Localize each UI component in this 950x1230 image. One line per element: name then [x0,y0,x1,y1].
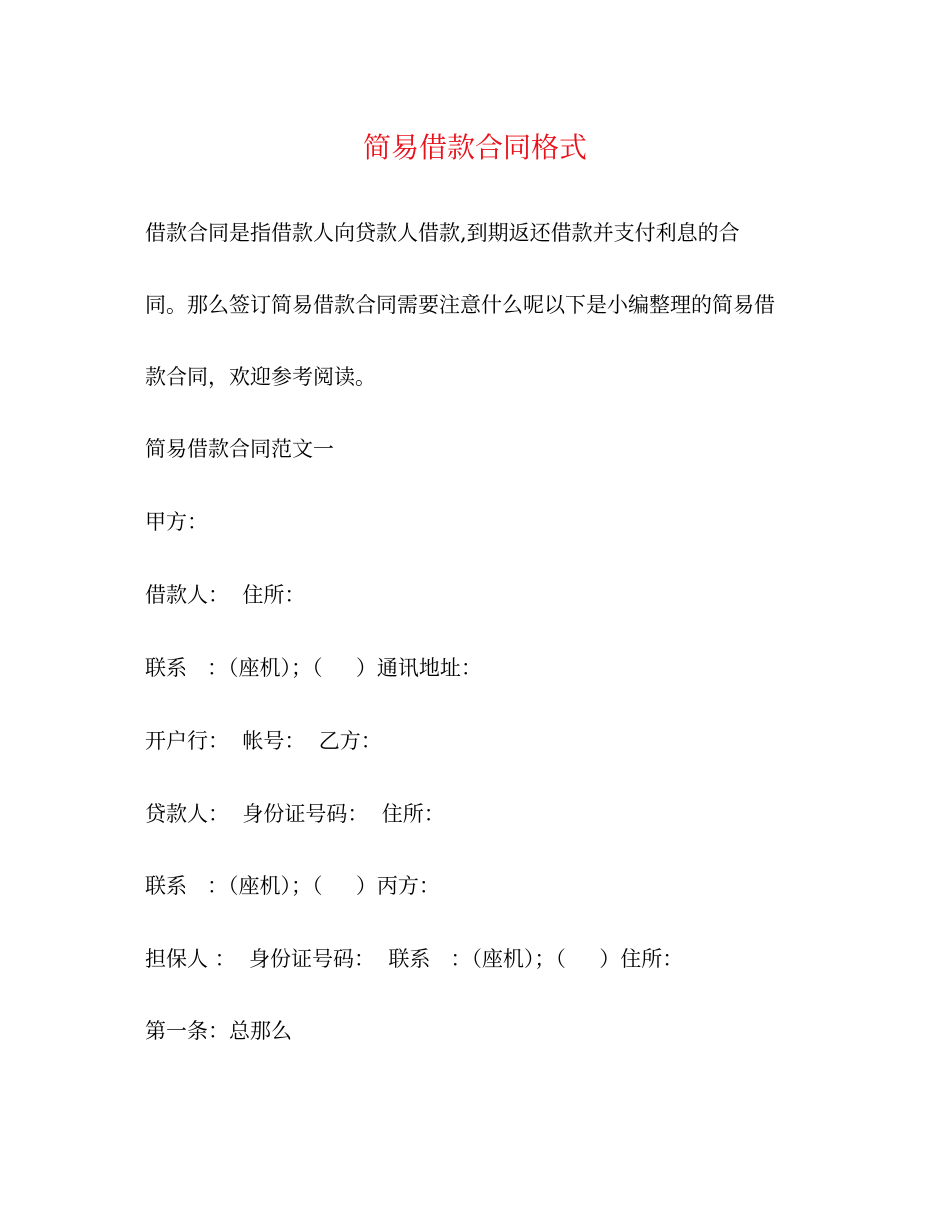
paragraph-line: 款合同，欢迎参考阅读。 [145,365,376,389]
lender-line: 贷款人： 身份证号码： 住所： [145,802,445,826]
article-heading: 第一条：总那么 [145,1019,292,1043]
borrower-line: 借款人： 住所： [145,583,306,607]
document-title: 简易借款合同格式 [362,131,587,164]
guarantor-line: 担保人 ： 身份证号码： 联系 ：（座机）；（ ）住所： [145,947,684,971]
bank-account-line: 开户行： 帐号： 乙方： [145,729,382,753]
party-a-label: 甲方： [145,510,208,534]
paragraph-line: 同。那么签订简易借款合同需要注意什么呢以下是小编整理的简易借 [145,293,775,317]
contact-line: 联系 ：（座机）；（ ）通讯地址： [145,656,482,680]
section-heading: 简易借款合同范文一 [145,437,334,461]
paragraph-line: 借款合同是指借款人向贷款人借款,到期返还借款并支付利息的合 [145,221,740,245]
contact-line: 联系 ：（座机）；（ ）丙方： [145,874,440,898]
